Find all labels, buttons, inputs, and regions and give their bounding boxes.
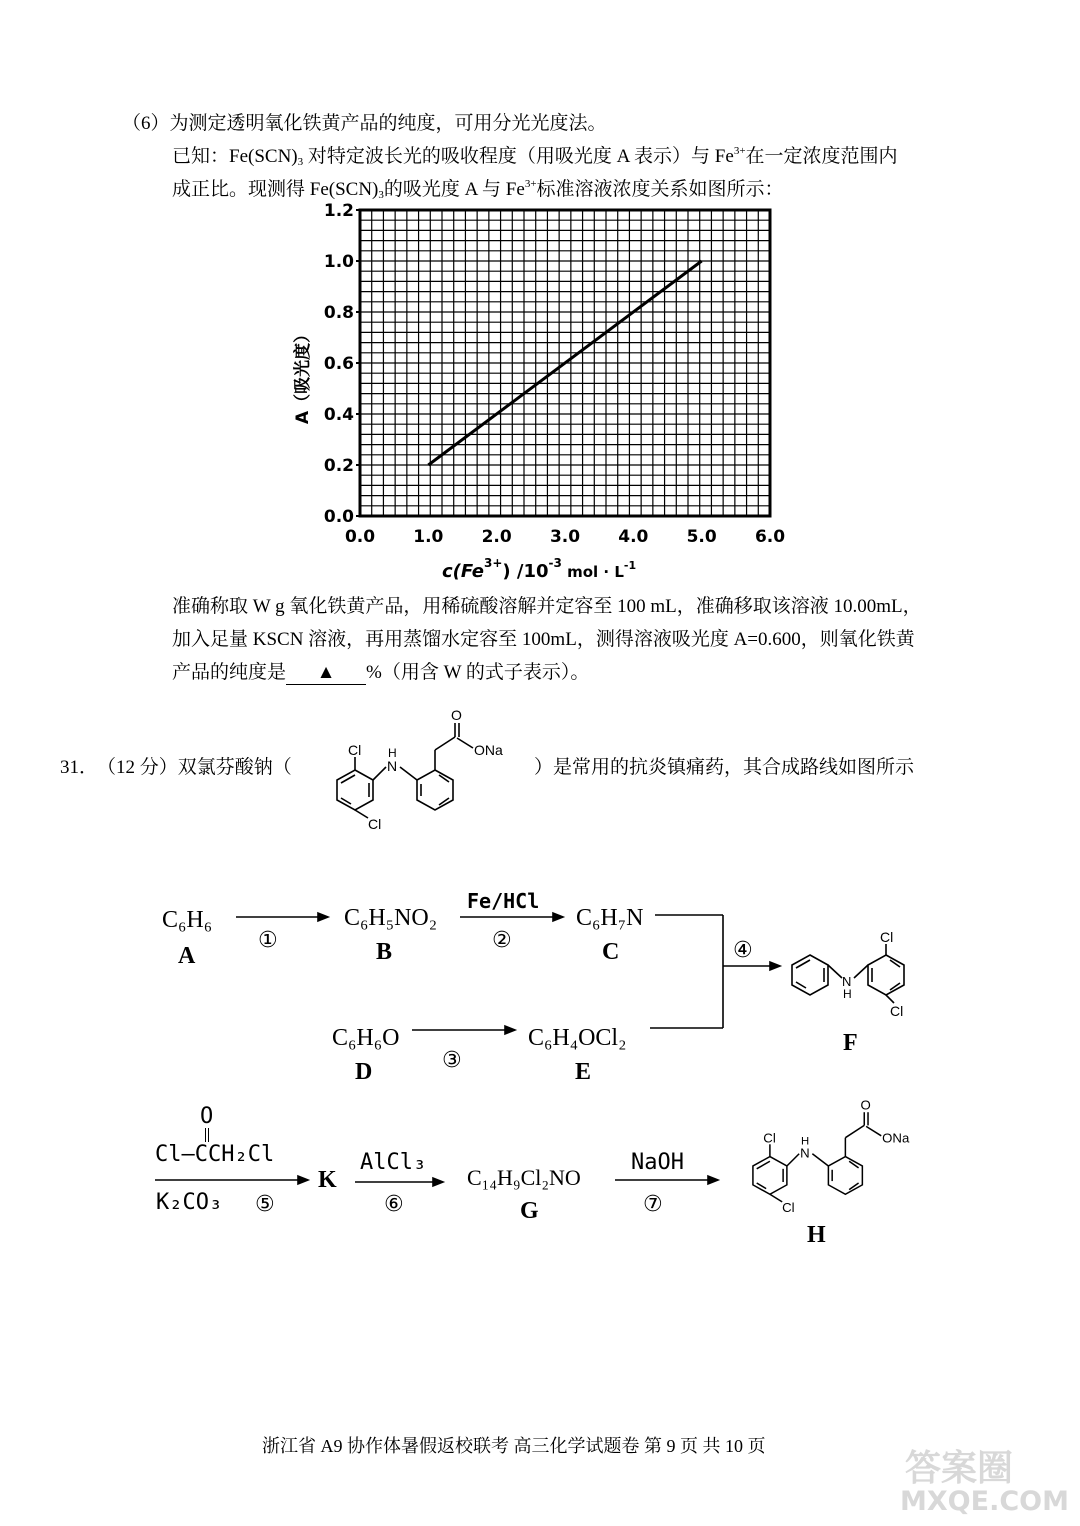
f-n-label: N: [842, 974, 852, 989]
step-2: ②: [492, 928, 512, 953]
answer-blank[interactable]: [286, 662, 366, 685]
reagent5-chloroacetyl-chloride: Cl—CCH₂Cl: [155, 1142, 275, 1167]
watermark-logo: 答案圈: [905, 1448, 1014, 1489]
page-footer: 浙江省 A9 协作体暑假返校联考 高三化学试题卷 第 9 页 共 10 页: [262, 1436, 766, 1456]
letter-B: B: [376, 939, 393, 965]
h-cl-top: Cl: [763, 1130, 776, 1146]
y-tick-label: 0.6: [323, 354, 354, 374]
q6-known-line: 已知：$Fe(SCN)_3$ 对特定波长光的吸收程度（用吸光度 A 表示）与 $Fe^{3+}$在一定浓度范围内: [172, 145, 898, 168]
letter-F: F: [843, 1030, 858, 1056]
ona-label: ONa: [474, 742, 503, 758]
h-n-label: N: [800, 1145, 810, 1161]
step-6: ⑥: [384, 1192, 404, 1217]
reagent-fe-hcl: Fe/HCl: [467, 889, 540, 913]
reagent5-k2co3: K₂CO₃: [156, 1190, 223, 1215]
y-tick-label: 0.8: [323, 303, 354, 323]
q6-procedure-3: 产品的纯度是 ▲ %（用含 W 的式子表示）。: [172, 662, 590, 683]
formula-G: C₁₄H₉Cl₂NO: [467, 1165, 581, 1190]
letter-E: E: [575, 1059, 592, 1085]
h-cl-bottom: Cl: [782, 1200, 795, 1216]
x-tick-label: 2.0: [481, 527, 512, 547]
watermark-url: MXQE.COM: [900, 1486, 1069, 1517]
step-5: ⑤: [255, 1192, 275, 1217]
molecule-H: [735, 1090, 935, 1225]
y-tick-labels: [324, 201, 360, 527]
y-axis-label: A（吸光度）: [293, 325, 313, 425]
q31-text-suffix: ）是常用的抗炎镇痛药，其合成路线如图所示: [534, 757, 915, 778]
letter-G: G: [520, 1198, 539, 1224]
f-h-label: H: [843, 987, 852, 1001]
letter-K: K: [318, 1167, 337, 1193]
letter-A: A: [178, 943, 196, 969]
h-label: H: [388, 746, 397, 760]
q6-procedure-2: 加入足量 KSCN 溶液，再用蒸馏水定容至 100mL，测得溶液吸光度 A=0.600，则氧化铁黄: [172, 629, 915, 650]
cl-label-bottom: Cl: [368, 816, 382, 832]
o-label: O: [451, 707, 462, 723]
x-tick-label: 0.0: [344, 527, 376, 547]
reagent6-alcl3: AlCl₃: [360, 1150, 427, 1175]
n-label: N: [387, 758, 398, 774]
y-tick-label: 0.0: [323, 507, 354, 527]
reagent5-oxygen: O: [200, 1104, 214, 1129]
letter-D: D: [355, 1059, 373, 1085]
absorbance-chart: [280, 200, 820, 590]
step-3: ③: [442, 1048, 462, 1073]
x-axis-label: $c(Fe^{3+})$ $/10^{-3}$ $_{mol \cdot L}^{-1}$: [442, 556, 637, 582]
step-1: ①: [258, 928, 278, 953]
y-tick-label: 1.2: [323, 201, 354, 221]
step-4: ④: [733, 938, 753, 963]
x-tick-label: 6.0: [754, 527, 786, 547]
formula-A: C₆H₆: [162, 907, 213, 933]
q6-title: （6）为测定透明氧化铁黄产品的纯度，可用分光光度法。: [122, 113, 607, 134]
cl-label-top: Cl: [348, 742, 362, 758]
reagent5-double-bond: [205, 1128, 209, 1142]
y-tick-label: 1.0: [323, 252, 354, 272]
y-tick-label: 0.2: [323, 456, 354, 476]
h-ona-label: ONa: [882, 1130, 910, 1146]
x-tick-labels: [345, 527, 785, 547]
f-cl-bottom: Cl: [890, 1003, 904, 1019]
letter-C: C: [602, 939, 620, 965]
formula-C: C₆H₇N: [576, 905, 644, 931]
reagent7-naoh: NaOH: [631, 1150, 684, 1175]
y-tick-label: 0.4: [323, 405, 354, 425]
q31-text-prefix: （12 分）双氯芬酸钠（: [97, 757, 292, 778]
diclofenac-sodium-structure: [318, 705, 530, 837]
letter-H: H: [807, 1222, 826, 1248]
x-tick-label: 4.0: [618, 527, 649, 547]
step-7: ⑦: [643, 1192, 663, 1217]
formula-D: C₆H₆O: [332, 1025, 400, 1051]
formula-E: C₆H₄OCl₂: [528, 1025, 627, 1051]
h-o-label: O: [860, 1097, 871, 1113]
h-h-label: H: [801, 1135, 810, 1148]
f-cl-top: Cl: [880, 930, 894, 945]
x-tick-label: 5.0: [686, 527, 717, 547]
q6-procedure-1: 准确称取 W g 氧化铁黄产品，用稀硫酸溶解并定容至 100 mL，准确移取该溶液 10.00mL，: [172, 596, 922, 617]
x-tick-label: 3.0: [549, 527, 581, 547]
molecule-F: [780, 930, 930, 1030]
formula-B: C₆H₅NO₂: [344, 905, 438, 931]
q6-known-line-2: 成正比。现测得 $Fe(SCN)_3$的吸光度 A 与 $Fe^{3+}$标准溶液浓度关系如图所示：: [172, 178, 784, 201]
q31-number: 31．: [60, 757, 99, 778]
blank-marker: ▲: [316, 662, 336, 683]
x-tick-label: 1.0: [413, 527, 444, 547]
